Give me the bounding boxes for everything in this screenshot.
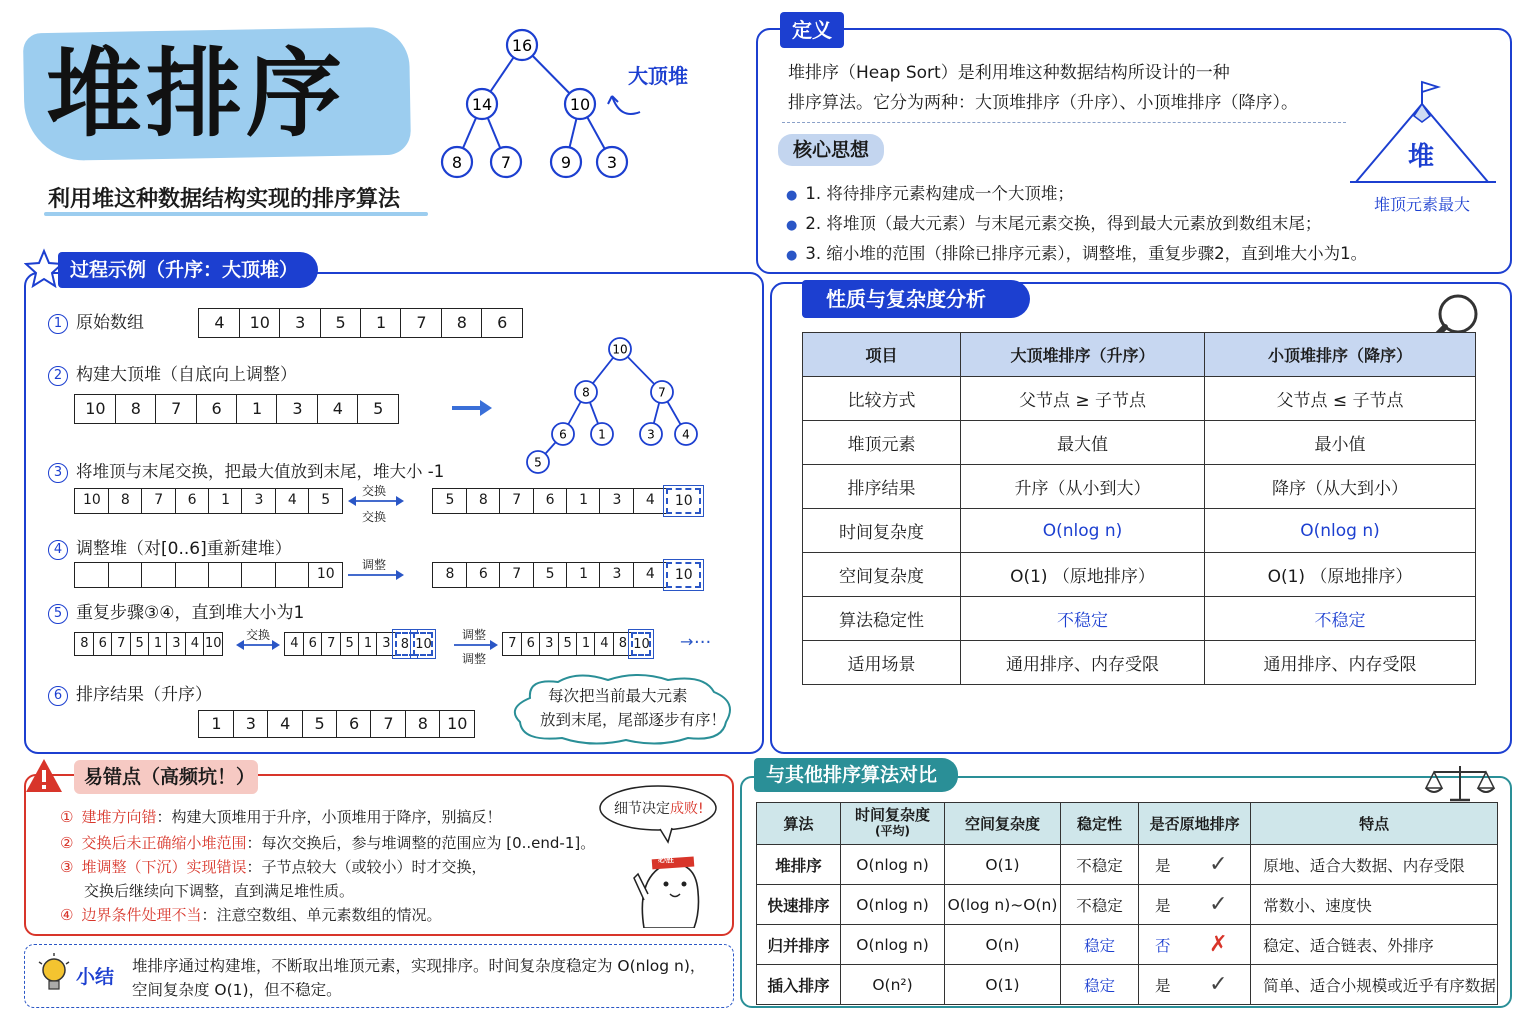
ptable-header: 小顶堆排序（降序） (1205, 333, 1476, 377)
array-cell: 5 (302, 710, 338, 738)
step-2-heap-tree (520, 334, 710, 480)
step-5-swap-arrow (234, 638, 282, 652)
pitfall-number: ② (60, 834, 74, 852)
table-cell: O(1) （原地排序） (961, 553, 1205, 597)
process-title: 过程示例（升序：大顶堆） (58, 252, 318, 288)
array-cell: 6 (336, 710, 372, 738)
step-5-array-a (76, 632, 223, 656)
definition-tag: 定义 (780, 12, 844, 48)
array-cell: 4 (317, 394, 359, 424)
step-1-label: 1 原始数组 (48, 308, 144, 334)
table-row (803, 553, 1476, 597)
array-cell (108, 562, 143, 588)
pitfall-number: ① (60, 808, 74, 826)
array-cell: 7 (141, 488, 176, 514)
tree-node-value: 1 (598, 427, 606, 442)
step-6-result-array (200, 710, 475, 738)
array-cell: 1 (576, 632, 596, 656)
array-cell (241, 562, 276, 588)
array-cell: 7 (502, 632, 522, 656)
table-cell: 否 (1139, 925, 1187, 965)
pitfall-number: ③ (60, 858, 74, 876)
array-cell: 4 (633, 562, 668, 588)
array-cell: 1 (198, 710, 234, 738)
table-cell: 不稳定 (1061, 885, 1139, 925)
table-row (803, 377, 1476, 421)
step-5-arrow-1-label: 交换 (246, 628, 271, 642)
array-cell: 5 (130, 632, 150, 656)
array-cell: 3 (233, 710, 269, 738)
table-cell: 父节点 ≤ 子节点 (1205, 377, 1476, 421)
step-2-array (76, 394, 399, 424)
scale-icon (1424, 762, 1496, 804)
table-row (757, 965, 1498, 1005)
comparison-table (756, 802, 1498, 1005)
table-cell: O(1) (945, 845, 1061, 885)
tree-node-value: 4 (682, 427, 690, 442)
table-cell: ✗ (1187, 925, 1251, 965)
pitfall-key: 堆调整（下沉）实现错误 (81, 858, 247, 876)
page-title: 堆排序 (46, 38, 346, 150)
tree-node-value: 14 (471, 95, 493, 114)
table-cell: 原地、适合大数据、内存受限 (1251, 845, 1498, 885)
table-cell: 稳定、适合链表、外排序 (1251, 925, 1498, 965)
array-cell: 10 (203, 632, 223, 656)
core-idea-tag: 核心思想 (778, 134, 884, 166)
pitfall-key: 交换后未正确缩小堆范围 (81, 834, 247, 852)
pitfall-text: ：注意空数组、单元素数组的情况。 (201, 906, 442, 924)
tree-node-value: 6 (559, 427, 567, 442)
array-cell: 6 (93, 632, 113, 656)
table-cell: 降序（从大到小） (1205, 465, 1476, 509)
array-cell: 8 (466, 488, 501, 514)
step-5-dots: ··· (694, 632, 712, 653)
mascot-headband-text: 必胜 (658, 855, 674, 864)
table-cell: O(n²) (841, 965, 945, 1005)
array-cell: 3 (166, 632, 186, 656)
table-row (757, 925, 1498, 965)
summary-title: 小结 (76, 966, 115, 988)
pitfall-text: ：每次交换后，参与堆调整的范围应为 [0..end-1]。 (246, 834, 596, 852)
array-cell: 5 (558, 632, 578, 656)
step-3-label: 3 将堆顶与末尾交换，把最大值放到末尾，堆大小 -1 (48, 458, 444, 483)
pitfall-number: ④ (60, 906, 74, 924)
array-cell: 10 (74, 394, 116, 424)
table-cell: 简单、适合小规模或近乎有序数据 (1251, 965, 1498, 1005)
array-cell: 10 (666, 562, 701, 588)
array-cell: 8 (115, 394, 157, 424)
array-cell: 8 (405, 710, 441, 738)
array-cell: 3 (599, 488, 634, 514)
array-cell: 4 (633, 488, 668, 514)
header-tree-label: 大顶堆 (628, 64, 688, 88)
pitfall-key: 建堆方向错 (81, 808, 157, 826)
array-cell: 6 (466, 562, 501, 588)
tree-node-value: 8 (451, 153, 463, 172)
step-3-swap-arrow (346, 494, 406, 508)
table-cell: O(nlog n) (1205, 509, 1476, 553)
table-cell: 算法稳定性 (803, 597, 961, 641)
table-cell: 插入排序 (757, 965, 841, 1005)
step-5-label: 5 重复步骤③④，直到堆大小为1 (48, 598, 304, 624)
array-cell: 1 (358, 632, 378, 656)
step-3-arrow-top: 交换 (362, 484, 387, 498)
step-5-arrow-2-top: 调整 (462, 628, 487, 642)
table-cell: O(n) (945, 925, 1061, 965)
array-cell: 5 (340, 632, 360, 656)
array-cell: 6 (481, 308, 523, 338)
array-cell: 4 (284, 632, 304, 656)
table-cell: 是 (1139, 885, 1187, 925)
table-cell: O(1) （原地排序） (1205, 553, 1476, 597)
tree-node-value: 3 (647, 427, 655, 442)
table-cell: 不稳定 (1061, 845, 1139, 885)
array-cell: 4 (275, 488, 310, 514)
table-cell: 归并排序 (757, 925, 841, 965)
header-heap-tree (430, 20, 720, 190)
step-5-arrow-2-bottom: 调整 (462, 652, 487, 666)
ctable-header: 空间复杂度 (945, 803, 1061, 845)
table-cell: 稳定 (1061, 965, 1139, 1005)
step-5-array-b (286, 632, 433, 656)
pitfall-item (60, 904, 441, 925)
array-cell: 3 (241, 488, 276, 514)
array-cell: 5 (320, 308, 362, 338)
mountain-caption: 堆顶元素最大 (1374, 195, 1471, 214)
definition-line-1: 堆排序（Heap Sort）是利用堆这种数据结构所设计的一种 (788, 63, 1230, 83)
array-cell: 10 (439, 710, 475, 738)
table-cell: ✓ (1187, 845, 1251, 885)
array-cell (275, 562, 310, 588)
table-cell: 常数小、速度快 (1251, 885, 1498, 925)
table-cell: 是 (1139, 965, 1187, 1005)
table-cell: 稳定 (1061, 925, 1139, 965)
array-cell: 8 (108, 488, 143, 514)
array-cell: 7 (499, 562, 534, 588)
array-cell: 4 (198, 308, 240, 338)
properties-table (802, 332, 1476, 685)
array-cell: 10 (666, 488, 701, 514)
table-cell: 排序结果 (803, 465, 961, 509)
step-6-label: 6 排序结果（升序） (48, 680, 212, 706)
ctable-header: 时间复杂度 (平均) (841, 803, 945, 845)
tree-label-arrow (612, 96, 640, 114)
table-cell: O(nlog n) (841, 925, 945, 965)
table-cell: 堆顶元素 (803, 421, 961, 465)
tree-node-value: 10 (569, 95, 591, 114)
array-cell (141, 562, 176, 588)
table-row (803, 597, 1476, 641)
step-3-arrow-bottom: 交换 (362, 510, 387, 524)
subtitle-underline (44, 212, 428, 216)
array-cell: 5 (533, 562, 568, 588)
table-cell: 通用排序、内存受限 (1205, 641, 1476, 685)
array-cell: 8 (74, 632, 94, 656)
tree-node-value: 3 (606, 153, 618, 172)
table-cell: O(1) (945, 965, 1061, 1005)
table-cell: 时间复杂度 (803, 509, 961, 553)
table-cell: 堆排序 (757, 845, 841, 885)
array-cell: 8 (432, 562, 467, 588)
array-cell: 10 (413, 632, 433, 656)
array-cell: 7 (400, 308, 442, 338)
array-cell (74, 562, 109, 588)
pitfall-text: ：子节点较大（或较小）时才交换， (246, 858, 487, 876)
array-cell: 10 (631, 632, 651, 656)
table-cell: ✓ (1187, 885, 1251, 925)
pitfall-item (60, 856, 486, 877)
table-cell: 空间复杂度 (803, 553, 961, 597)
array-cell: 7 (155, 394, 197, 424)
step-2-arrow (450, 398, 494, 418)
table-cell: ✓ (1187, 965, 1251, 1005)
ctable-header: 稳定性 (1061, 803, 1139, 845)
ctable-header: 算法 (757, 803, 841, 845)
array-cell: 1 (566, 562, 601, 588)
pitfall-text: ：构建大顶堆用于升序，小顶堆用于降序，别搞反！ (156, 808, 502, 826)
pitfall-item (84, 880, 354, 901)
ctable-header: 特点 (1251, 803, 1498, 845)
pitfall-key: 边界条件处理不当 (81, 906, 202, 924)
array-cell (208, 562, 243, 588)
table-cell: 比较方式 (803, 377, 961, 421)
array-cell: 6 (196, 394, 238, 424)
tree-node-value: 16 (511, 36, 533, 55)
step-5-array-c (504, 632, 651, 656)
warning-icon (24, 756, 64, 796)
tree-node-value: 10 (612, 342, 628, 357)
core-point-1: ● 1. 将待排序元素构建成一个大顶堆； (786, 184, 1074, 203)
array-cell: 4 (267, 710, 303, 738)
array-cell: 6 (175, 488, 210, 514)
array-cell: 4 (594, 632, 614, 656)
array-cell: 3 (599, 562, 634, 588)
table-cell: O(nlog n) (841, 885, 945, 925)
definition-line-2: 排序算法。它分为两种：大顶堆排序（升序）、小顶堆排序（降序）。 (788, 93, 1298, 113)
table-cell: 是 (1139, 845, 1187, 885)
step-2-label: 2 构建大顶堆（自底向上调整） (48, 360, 297, 386)
table-cell: O(nlog n) (841, 845, 945, 885)
array-cell: 3 (539, 632, 559, 656)
pitfall-text: 交换后继续向下调整，直到满足堆性质。 (84, 882, 355, 900)
table-row (757, 845, 1498, 885)
array-cell: 1 (208, 488, 243, 514)
array-cell: 7 (370, 710, 406, 738)
pitfalls-title: 易错点（高频坑！） (74, 760, 258, 794)
table-cell: O(nlog n) (961, 509, 1205, 553)
summary-line-2: 空间复杂度 O(1)，但不稳定。 (132, 981, 342, 999)
pitfall-item (60, 832, 595, 853)
array-cell: 7 (321, 632, 341, 656)
table-cell: 升序（从小到大） (961, 465, 1205, 509)
pitfall-item (60, 806, 501, 827)
table-cell: 不稳定 (1205, 597, 1476, 641)
array-cell: 1 (360, 308, 402, 338)
step-4-arrow (346, 568, 406, 582)
table-cell: 最大值 (961, 421, 1205, 465)
step-3-left-array (76, 488, 343, 514)
ptable-header: 项目 (803, 333, 961, 377)
array-cell: 10 (308, 562, 343, 588)
array-cell: 3 (376, 632, 396, 656)
array-cell: 3 (276, 394, 318, 424)
array-cell: 7 (499, 488, 534, 514)
properties-title: 性质与复杂度分析 (802, 280, 1030, 318)
tree-node-value: 9 (560, 153, 572, 172)
array-cell: 7 (111, 632, 131, 656)
array-cell: 1 (236, 394, 278, 424)
table-row (803, 465, 1476, 509)
header-tree-nodes (442, 30, 627, 177)
page-subtitle: 利用堆这种数据结构实现的排序算法 (48, 187, 401, 212)
step-4-left-array (76, 562, 343, 588)
step-4-arrow-label: 调整 (362, 558, 387, 572)
array-cell: 8 (441, 308, 483, 338)
ctable-header: 是否原地排序 (1139, 803, 1251, 845)
array-cell: 6 (533, 488, 568, 514)
table-cell: 父节点 ≥ 子节点 (961, 377, 1205, 421)
definition-divider (782, 122, 1346, 123)
table-cell: 不稳定 (961, 597, 1205, 641)
table-row (803, 641, 1476, 685)
array-cell: 6 (303, 632, 323, 656)
array-cell: 8 (395, 632, 415, 656)
array-cell: 10 (74, 488, 109, 514)
step-4-right-array (434, 562, 701, 588)
array-cell: 1 (148, 632, 168, 656)
table-row (803, 421, 1476, 465)
tree-node-value: 7 (500, 153, 512, 172)
tree-node-value: 5 (534, 455, 542, 470)
ptable-header: 大顶堆排序（升序） (961, 333, 1205, 377)
table-cell: 最小值 (1205, 421, 1476, 465)
array-cell: 5 (432, 488, 467, 514)
array-cell: 1 (566, 488, 601, 514)
array-cell: 3 (279, 308, 321, 338)
array-cell: 6 (521, 632, 541, 656)
step-4-label: 4 调整堆（对[0..6]重新建堆） (48, 534, 292, 560)
tree-node-value: 7 (658, 385, 666, 400)
array-cell: 10 (239, 308, 281, 338)
lightbulb-icon (36, 952, 72, 998)
bubble-text: 细节决定成败! (614, 801, 704, 817)
mountain-label: 堆 (1408, 142, 1435, 172)
cloud-line-2: 放到末尾，尾部逐步有序！ (540, 711, 727, 729)
array-cell: 8 (613, 632, 633, 656)
array-cell: 5 (357, 394, 399, 424)
cloud-line-1: 每次把当前最大元素 (548, 687, 688, 705)
tree-node-value: 8 (582, 385, 590, 400)
summary-line-1: 堆排序通过构建堆，不断取出堆顶元素，实现排序。时间复杂度稳定为 O(nlog n)， (132, 957, 706, 975)
core-point-3: ● 3. 缩小堆的范围（排除已排序元素），调整堆，重复步骤2，直到堆大小为1。 (786, 244, 1368, 263)
table-row (757, 885, 1498, 925)
array-cell: 5 (308, 488, 343, 514)
table-cell: O(log n)~O(n) (945, 885, 1061, 925)
table-cell: 适用场景 (803, 641, 961, 685)
table-cell: 快速排序 (757, 885, 841, 925)
array-cell (175, 562, 210, 588)
table-cell: 通用排序、内存受限 (961, 641, 1205, 685)
array-cell: 4 (185, 632, 205, 656)
step-5-arrow-3: → (680, 632, 694, 651)
comparison-title: 与其他排序算法对比 (754, 758, 958, 792)
step-1-array (200, 308, 523, 338)
table-row (803, 509, 1476, 553)
step-3-right-array (434, 488, 701, 514)
core-point-2: ● 2. 将堆顶（最大元素）与末尾元素交换，得到最大元素放到数组末尾； (786, 214, 1322, 233)
